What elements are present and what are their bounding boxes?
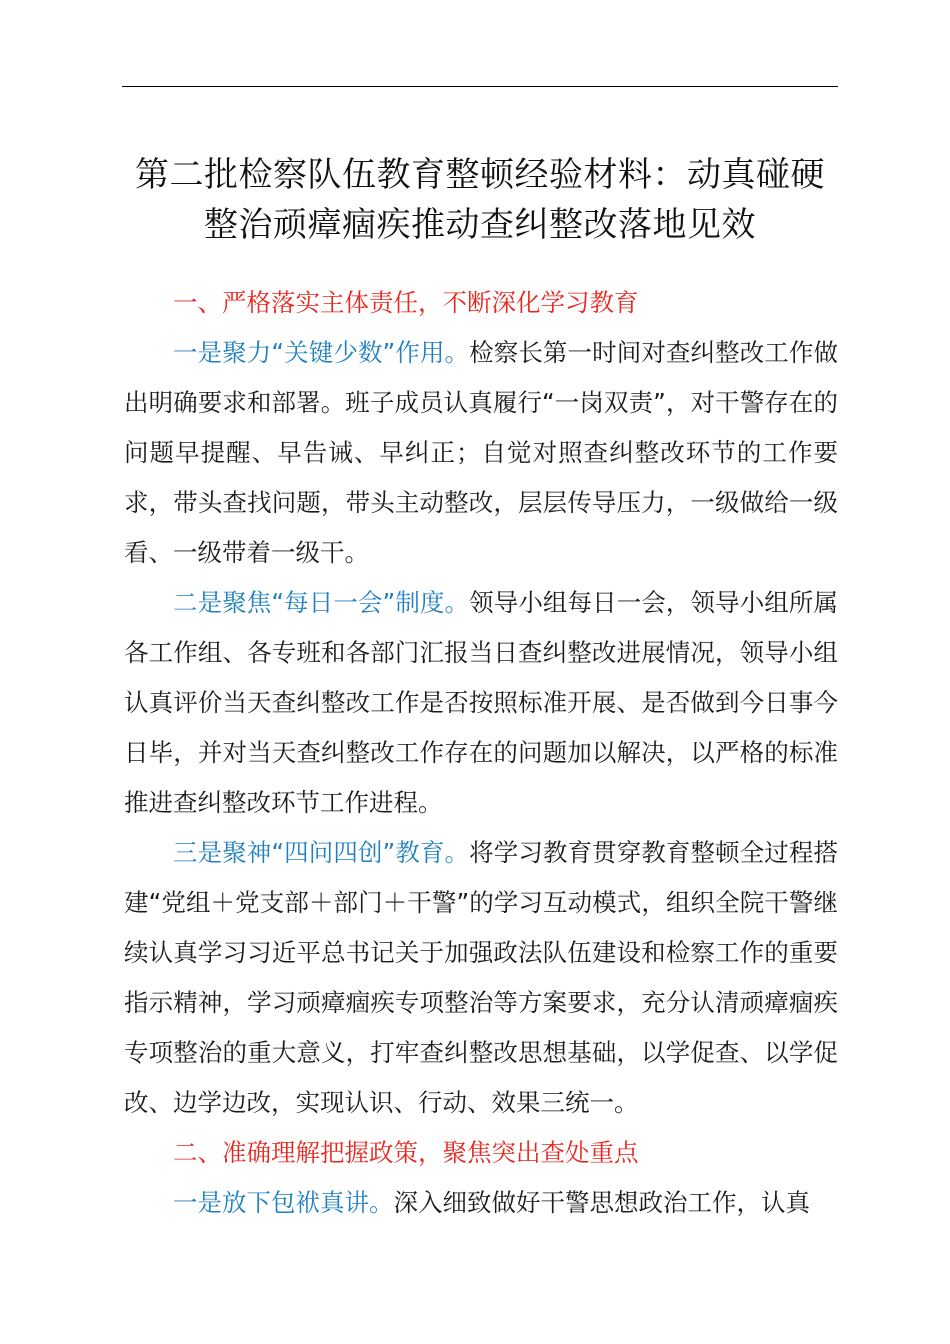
document-title <box>110 150 850 250</box>
paragraph-2 <box>124 578 838 828</box>
section-heading-1: 一、严格落实主体责任，不断深化学习教育 <box>173 288 639 317</box>
section-heading-2: 二、准确理解把握政策，聚焦突出查处重点 <box>173 1138 639 1167</box>
title-line-2: 整治顽瘴痼疾推动查纠整改落地见效 <box>204 205 756 245</box>
paragraph-1-lead: 一是聚力“关键少数”作用。 <box>173 338 470 367</box>
title-line-1: 第二批检察队伍教育整顿经验材料：动真碰硬 <box>135 155 825 195</box>
paragraph-1 <box>124 328 838 578</box>
paragraph-1-text: 检察长第一时间对查纠整改工作做出明确要求和部署。班子成员认真履行“一岗双责”，对干警存在的问题早提醒、早告诫、早纠正；自觉对照查纠整改环节的工作要求，带头查找问题，带头主动整改，层层传导压力，一级做给一级看、一级带着一级干。 <box>124 338 838 567</box>
paragraph-3-text: 将学习教育贯穿教育整顿全过程搭建“党组＋党支部＋部门＋干警”的学习互动模式，组织全院干警继续认真学习习近平总书记关于加强政法队伍建设和检察工作的重要指示精神，学习顽瘴痼疾专项整治等方案要求，充分认清顽瘴痼疾专项整治的重大意义，打牢查纠整改思想基础，以学促查、以学促改、边学边改，实现认识、行动、效果三统一。 <box>124 838 838 1117</box>
header-rule <box>122 86 838 87</box>
paragraph-4-text: 深入细致做好干警思想政治工作，认真 <box>393 1188 810 1217</box>
paragraph-2-text: 领导小组每日一会，领导小组所属各工作组、各专班和各部门汇报当日查纠整改进展情况，领导小组认真评价当天查纠整改工作是否按照标准开展、是否做到今日事今日毕，并对当天查纠整改工作存在的问题加以解决，以严格的标准推进查纠整改环节工作进程。 <box>124 588 838 817</box>
paragraph-4 <box>124 1178 838 1228</box>
paragraph-2-lead: 二是聚焦“每日一会”制度。 <box>173 588 470 617</box>
paragraph-3-lead: 三是聚神“四问四创”教育。 <box>173 838 470 867</box>
paragraph-4-lead: 一是放下包袱真讲。 <box>173 1188 394 1217</box>
paragraph-3 <box>124 828 838 1128</box>
document-body <box>124 278 838 1228</box>
